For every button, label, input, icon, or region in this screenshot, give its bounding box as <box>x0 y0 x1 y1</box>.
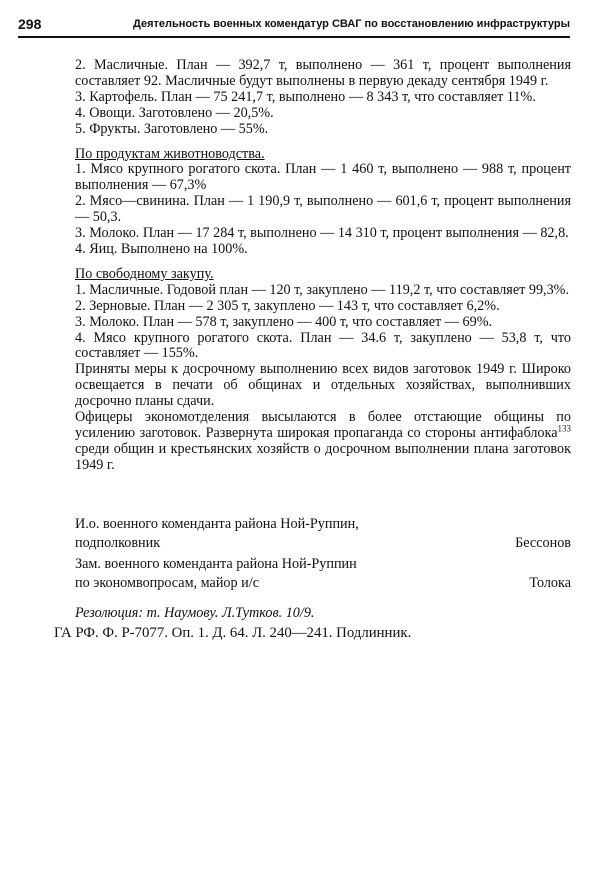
livestock-item-3: 3. Молоко. План — 17 284 т, выполнено — 14 310 т, процент выполнения — 82,8. <box>75 225 569 242</box>
signature-2-rank: по экономвопросам, майор и/с <box>75 575 259 591</box>
signature-1-name: Бессонов <box>515 535 571 551</box>
footnote-mark: 133 <box>557 423 571 434</box>
item-oil: 2. Масличные. План — 392,7 т, выполнено — 361 т, процент выполнения составляет 92. Масличные будут выполнены в первую декаду сентября 1949 г. <box>75 57 571 89</box>
item-potato: 3. Картофель. План — 75 241,7 т, выполнено — 8 343 т, что составляет 11%. <box>75 88 536 105</box>
free-item-4: 4. Мясо крупного рогатого скота. План — 34.6 т, закуплено — 53,8 т, что составляет — 155%. <box>75 329 571 362</box>
livestock-item-4: 4. Яиц. Выполнено на 100%. <box>75 240 248 257</box>
officers-text-b: среди общин и крестьянских хозяйств о досрочном выполнении плана заготовок 1949 г. <box>75 440 571 473</box>
running-header <box>18 16 570 36</box>
free-item-1: 1. Масличные. Годовой план — 120 т, закуплено — 119,2 т, что составляет 99,3%. <box>75 281 570 298</box>
officers-paragraph <box>75 410 571 474</box>
signature-block-2 <box>75 555 571 593</box>
livestock-item-2: 2. Мясо—свинина. План — 1 190,9 т, выполнено — 601,6 т, процент выполнения — 50,3. <box>75 193 571 226</box>
resolution-line: Резолюция: т. Наумову. Л.Тутков. 10/9. <box>75 605 315 621</box>
signature-2-title: Зам. военного коменданта района Ной-Руппин <box>75 556 357 572</box>
livestock-item-1: 1. Мясо крупного рогатого скота. План — 1 460 т, выполнено — 988 т, процент выполнения — 67,3% <box>75 161 571 194</box>
page-number: 298 <box>18 16 42 32</box>
free-purchase-heading: По свободному закупу. <box>75 265 214 282</box>
item-vegetables: 4. Овощи. Заготовлено — 20,5%. <box>75 104 274 121</box>
free-item-3: 3. Молоко. План — 578 т, закуплено — 400 т, что составляет — 69%. <box>75 313 493 330</box>
signature-block-1 <box>75 515 571 553</box>
officers-text-a: Офицеры экономотделения высылаются в более отстающие общины по усилению заготовок. Развернута широкая пропаганда со стороны антифаблока <box>75 409 571 441</box>
archive-reference: ГА РФ. Ф. Р-7077. Оп. 1. Д. 64. Л. 240—241. Подлинник. <box>54 625 412 641</box>
signature-2-name: Толока <box>529 575 571 591</box>
item-fruit: 5. Фрукты. Заготовлено — 55%. <box>75 120 269 137</box>
livestock-heading: По продуктам животноводства. <box>75 145 265 162</box>
free-item-2: 2. Зерновые. План — 2 305 т, закуплено — 143 т, что составляет 6,2%. <box>75 297 500 314</box>
measures-paragraph: Приняты меры к досрочному выполнению всех видов заготовок 1949 г. Широко освещается в печати об общинах и отдельных хозяйствах, выполнивших досрочно планы сдачи. <box>75 361 571 410</box>
running-title: Деятельность военных комендатур СВАГ по восстановлению инфраструктуры <box>133 18 570 30</box>
signature-1-title: И.о. военного коменданта района Ной-Руппин, <box>75 516 359 532</box>
document-body <box>75 58 571 474</box>
header-rule <box>18 36 570 38</box>
signature-1-rank: подполковник <box>75 535 161 551</box>
